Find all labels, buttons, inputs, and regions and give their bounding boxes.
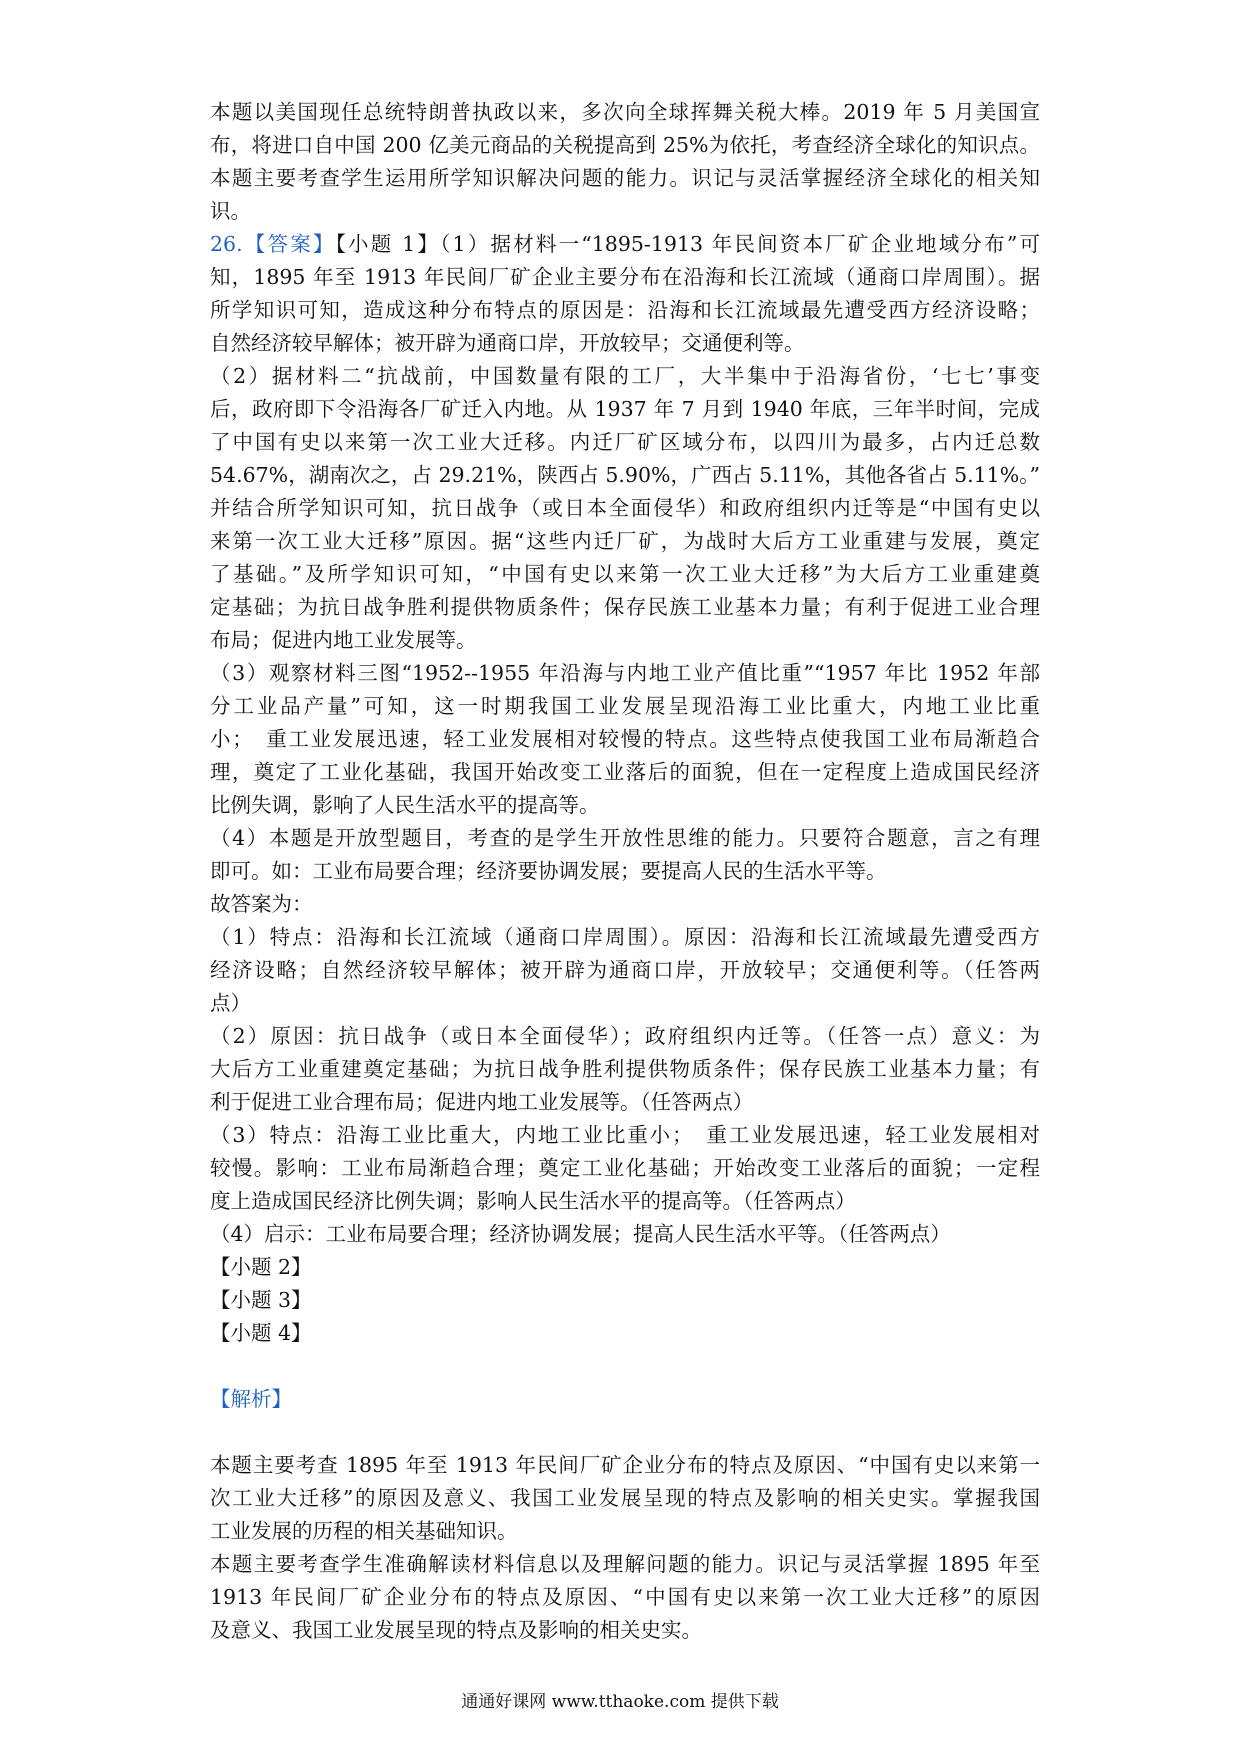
page-footer: 通通好课网 www.tthaoke.com 提供下载: [461, 1692, 779, 1712]
text-line: 并结合所学知识可知，抗日战争（或日本全面侵华）和政府组织内迁等是“中国有史以: [210, 496, 1040, 520]
text-line: （3）特点：沿海工业比重大，内地工业比重小； 重工业发展迅速，轻工业发展相对: [210, 1123, 1040, 1147]
q26-first-line: [210, 228, 1040, 261]
text-line: 经济设略；自然经济较早解体；被开辟为通商口岸，开放较早；交通便利等。（任答两: [210, 958, 1040, 982]
intro-section: [210, 96, 1040, 228]
analysis-tag: 【解析】: [210, 1387, 292, 1411]
text-line: 知，1895 年至 1913 年民间厂矿企业主要分布在沿海和长江流域（通商口岸周围）。据: [210, 265, 1040, 289]
text-line: 【小题 4】: [210, 1321, 312, 1345]
text-line: 本题主要考查学生运用所学知识解决问题的能力。识记与灵活掌握经济全球化的相关知: [210, 166, 1040, 190]
text-line: 理，奠定了工业化基础，我国开始改变工业落后的面貌，但在一定程度上造成国民经济: [210, 760, 1040, 784]
text-line: 利于促进工业合理布局；促进内地工业发展等。（任答两点）: [210, 1090, 754, 1114]
text-line: 较慢。影响：工业布局渐趋合理；奠定工业化基础；开始改变工业落后的面貌；一定程: [210, 1156, 1040, 1180]
text-line: （2）据材料二“抗战前，中国数量有限的工厂，大半集中于沿海省份，‘七七’事变: [210, 364, 1040, 388]
text-line: 了基础。”及所学知识可知，“中国有史以来第一次工业大迁移”为大后方工业重建奠: [210, 562, 1040, 586]
text-line: 【小题 2】: [210, 1255, 312, 1279]
text-line: 即可。如：工业布局要合理；经济要协调发展；要提高人民的生活水平等。: [210, 859, 887, 883]
text-line: （3）观察材料三图“1952--1955 年沿海与内地工业产值比重”“1957 年比 1952 年部: [210, 661, 1040, 685]
text-line: 54.67%，湖南次之，占 29.21%，陕西占 5.90%，广西占 5.11%，其他各省占 5.11%。”: [210, 463, 1040, 487]
text-line: （4）启示：工业布局要合理；经济协调发展；提高人民生活水平等。（任答两点）: [210, 1222, 951, 1246]
text-line: 点）: [210, 991, 251, 1015]
text-line: 次工业大迁移”的原因及意义、我国工业发展呈现的特点及影响的相关史实。掌握我国: [210, 1486, 1040, 1510]
text-line: 本题以美国现任总统特朗普执政以来，多次向全球挥舞关税大棒。2019 年 5 月美国宣: [210, 100, 1040, 124]
document-body: [210, 96, 1040, 1647]
text-line: 及意义、我国工业发展呈现的特点及影响的相关史实。: [210, 1618, 702, 1642]
first-line-text: 【小题 1】（1）据材料一“1895-1913 年民间资本厂矿企业地域分布”可: [335, 232, 1040, 256]
text-line: （4）本题是开放型题目，考查的是学生开放性思维的能力。只要符合题意，言之有理: [210, 826, 1040, 850]
text-line: 分工业品产量”可知，这一时期我国工业发展呈现沿海工业比重大，内地工业比重: [210, 694, 1040, 718]
text-line: 本题主要考查学生准确解读材料信息以及理解问题的能力。识记与灵活掌握 1895 年至: [210, 1552, 1040, 1576]
text-line: 后，政府即下令沿海各厂矿迁入内地。从 1937 年 7 月到 1940 年底，三年半时间，完成: [210, 397, 1040, 421]
text-line: 了中国有史以来第一次工业大迁移。内迁厂矿区域分布，以四川为最多，占内迁总数: [210, 430, 1040, 454]
text-line: 布局；促进内地工业发展等。: [210, 628, 477, 652]
answer-section: [210, 261, 1040, 1350]
answer-tag: 【答案】: [242, 232, 336, 256]
text-line: 本题主要考查 1895 年至 1913 年民间厂矿企业分布的特点及原因、“中国有史以来第一: [210, 1453, 1040, 1477]
text-line: 布，将进口自中国 200 亿美元商品的关税提高到 25%为依托，考查经济全球化的知识点。: [210, 133, 1040, 157]
question-number: 26.: [210, 232, 243, 256]
text-line: 识。: [210, 199, 251, 223]
text-line: 工业发展的历程的相关基础知识。: [210, 1519, 518, 1543]
text-line: 大后方工业重建奠定基础；为抗日战争胜利提供物质条件；保存民族工业基本力量；有: [210, 1057, 1040, 1081]
text-line: （2）原因：抗日战争（或日本全面侵华）；政府组织内迁等。（任答一点）意义：为: [210, 1024, 1040, 1048]
spacer: [210, 1416, 1040, 1449]
text-line: 1913 年民间厂矿企业分布的特点及原因、“中国有史以来第一次工业大迁移”的原因: [210, 1585, 1040, 1609]
text-line: 小； 重工业发展迅速，轻工业发展相对较慢的特点。这些特点使我国工业布局渐趋合: [210, 727, 1040, 751]
text-line: 来第一次工业大迁移”原因。据“这些内迁厂矿，为战时大后方工业重建与发展，奠定: [210, 529, 1040, 553]
text-line: 自然经济较早解体；被开辟为通商口岸，开放较早；交通便利等。: [210, 331, 805, 355]
text-line: 定基础；为抗日战争胜利提供物质条件；保存民族工业基本力量；有利于促进工业合理: [210, 595, 1040, 619]
text-line: 度上造成国民经济比例失调；影响人民生活水平的提高等。（任答两点）: [210, 1189, 856, 1213]
text-line: （1）特点：沿海和长江流域（通商口岸周围）。原因：沿海和长江流域最先遭受西方: [210, 925, 1040, 949]
text-line: 【小题 3】: [210, 1288, 312, 1312]
spacer: [210, 1350, 1040, 1383]
text-line: 故答案为：: [210, 892, 313, 916]
text-line: 所学知识可知，造成这种分布特点的原因是：沿海和长江流域最先遭受西方经济设略；: [210, 298, 1040, 322]
text-line: 比例失调，影响了人民生活水平的提高等。: [210, 793, 600, 817]
analysis-section: [210, 1449, 1040, 1647]
